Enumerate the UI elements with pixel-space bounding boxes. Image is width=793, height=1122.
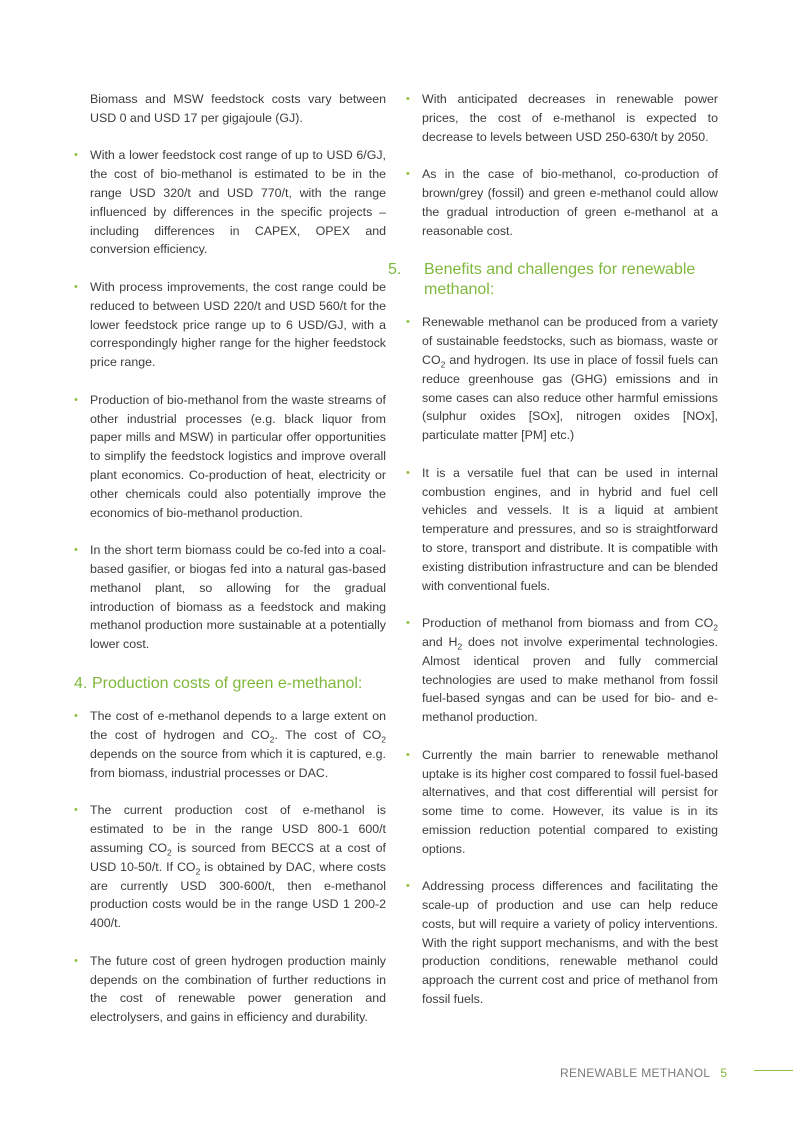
bullet-versatile-fuel: • It is a versatile fuel that can be used in internal combustion engines, and in hybrid and fuel cell vehicles and vessels. It is a liquid at ambient temperature and pressures, and so is straightforward to store, transport and distribute. It is compatible with existing distribution infrastructure and can be blended with conventional fuels. bbox=[406, 464, 718, 596]
bullet-anticipated-decreases: • With anticipated decreases in renewable power prices, the cost of e-methanol is expected to decrease to levels between USD 250-630/t by 2050. bbox=[406, 90, 718, 146]
text-run: . The cost of CO bbox=[274, 728, 382, 743]
section-title: Benefits and challenges for renewable methanol: bbox=[424, 261, 696, 298]
bullet-short-term-cofeed: • In the short term biomass could be co-fed into a coal-based gasifier, or biogas fed into a natural gas-based methanol plant, so allowing for the gradual introduction of biomass as a feedstock and making methanol production more sustainable at a potentially lower cost. bbox=[74, 541, 386, 654]
footer-title: RENEWABLE METHANOL bbox=[560, 1066, 711, 1080]
text-run: The cost of e-methanol depends to a large extent on the cost of hydrogen and CO bbox=[90, 709, 386, 743]
subscript: 2 bbox=[269, 734, 275, 745]
text-run: and hydrogen. Its use in place of fossil fuels can reduce greenhouse gas (GHG) emissions and in some cases can also reduce other harmful emissions (sulphur oxides [SOx], nitrogen oxides [NOx], particulate matter [PM] etc.) bbox=[422, 352, 718, 443]
subscript: 2 bbox=[195, 866, 201, 877]
left-column bbox=[74, 90, 386, 1046]
bullet-sustainable-feedstocks bbox=[406, 313, 718, 445]
bullet-emethanol-cost-depends bbox=[74, 707, 386, 782]
subscript: 2 bbox=[713, 622, 718, 633]
subscript: 2 bbox=[440, 359, 446, 370]
section-heading-5 bbox=[388, 260, 718, 299]
section-number: 4. bbox=[74, 674, 88, 692]
text-run: Renewable methanol can be produced from a variety of sustainable feedstocks, such as biomass, waste or CO bbox=[422, 315, 718, 367]
bullet-coproduction: • As in the case of bio-methanol, co-production of brown/grey (fossil) and green e-methanol could allow the gradual introduction of green e-methanol at a reasonable cost. bbox=[406, 165, 718, 240]
subscript: 2 bbox=[457, 641, 463, 652]
text-run: Production of methanol from biomass and from CO bbox=[422, 616, 714, 631]
bullet-lower-feedstock-cost: • With a lower feedstock cost range of up to USD 6/GJ, the cost of bio-methanol is estimated to be in the range USD 320/t and USD 770/t, with the range influenced by differences in the specific projects – including differences in CAPEX, OPEX and conversion efficiency. bbox=[74, 146, 386, 259]
text-run: is obtained by DAC, where costs are currently USD 300-600/t, then e-methanol production costs would be in the range USD 1 200-2 400/t. bbox=[90, 859, 386, 931]
section-heading-4 bbox=[74, 674, 386, 694]
section-title: Production costs of green e-methanol: bbox=[92, 674, 363, 692]
text-run: depends on the source from which it is captured, e.g. from biomass, industrial processes or DAC. bbox=[90, 747, 386, 780]
subscript: 2 bbox=[167, 847, 172, 858]
bullet-current-production-cost bbox=[74, 801, 386, 933]
bullet-waste-streams: • Production of bio-methanol from the waste streams of other industrial processes (e.g. black liquor from paper mills and MSW) in particular offer opportunities to simplify the feedstock logistics and improve overall plant economics. Co-production of heat, electricity or other chemicals could also potentially improve the economics of bio-methanol production. bbox=[74, 391, 386, 523]
section-number: 5. bbox=[388, 261, 402, 279]
bullet-proven-technologies bbox=[406, 614, 718, 727]
text-run: The current production cost of e-methanol is estimated to be in the range USD 800-1 600/t assuming CO bbox=[90, 803, 386, 855]
text-run: does not involve experimental technologies. Almost identical proven and fully commercial technologies are used to make methanol from fossil fuel-based syngas and can be used for bio- and e-methanol production. bbox=[422, 634, 718, 725]
right-column bbox=[388, 90, 718, 1028]
footer-rule bbox=[754, 1070, 793, 1071]
page-number: 5 bbox=[720, 1066, 728, 1080]
bullet-process-improvements: • With process improvements, the cost range could be reduced to between USD 220/t and USD 560/t for the lower feedstock price range up to 6 USD/GJ, with a correspondingly higher range for the higher feedstock price range. bbox=[74, 278, 386, 372]
subscript: 2 bbox=[381, 734, 386, 745]
text-run: is sourced from BECCS at a cost of USD 10-50/t. If CO bbox=[90, 840, 386, 874]
text-run: and H bbox=[422, 634, 458, 649]
bullet-policy-interventions: • Addressing process differences and facilitating the scale-up of production and use can help reduce costs, but will require a variety of policy interventions. With the right support mechanisms, and with the best production conditions, renewable methanol could approach the current cost and price of methanol from fossil fuels. bbox=[406, 877, 718, 1009]
bullet-green-hydrogen-future: • The future cost of green hydrogen production mainly depends on the combination of further reductions in the cost of renewable power generation and electrolysers, and gains in efficiency and durability. bbox=[74, 952, 386, 1027]
bullet-main-barrier: • Currently the main barrier to renewable methanol uptake is its higher cost compared to fossil fuel-based alternatives, and that cost differential will persist for some time to come. However, its value is in its emission reduction potential compared to existing options. bbox=[406, 746, 718, 859]
paragraph-feedstock-costs: Biomass and MSW feedstock costs vary between USD 0 and USD 17 per gigajoule (GJ). bbox=[90, 92, 386, 125]
page-footer bbox=[560, 1066, 727, 1080]
